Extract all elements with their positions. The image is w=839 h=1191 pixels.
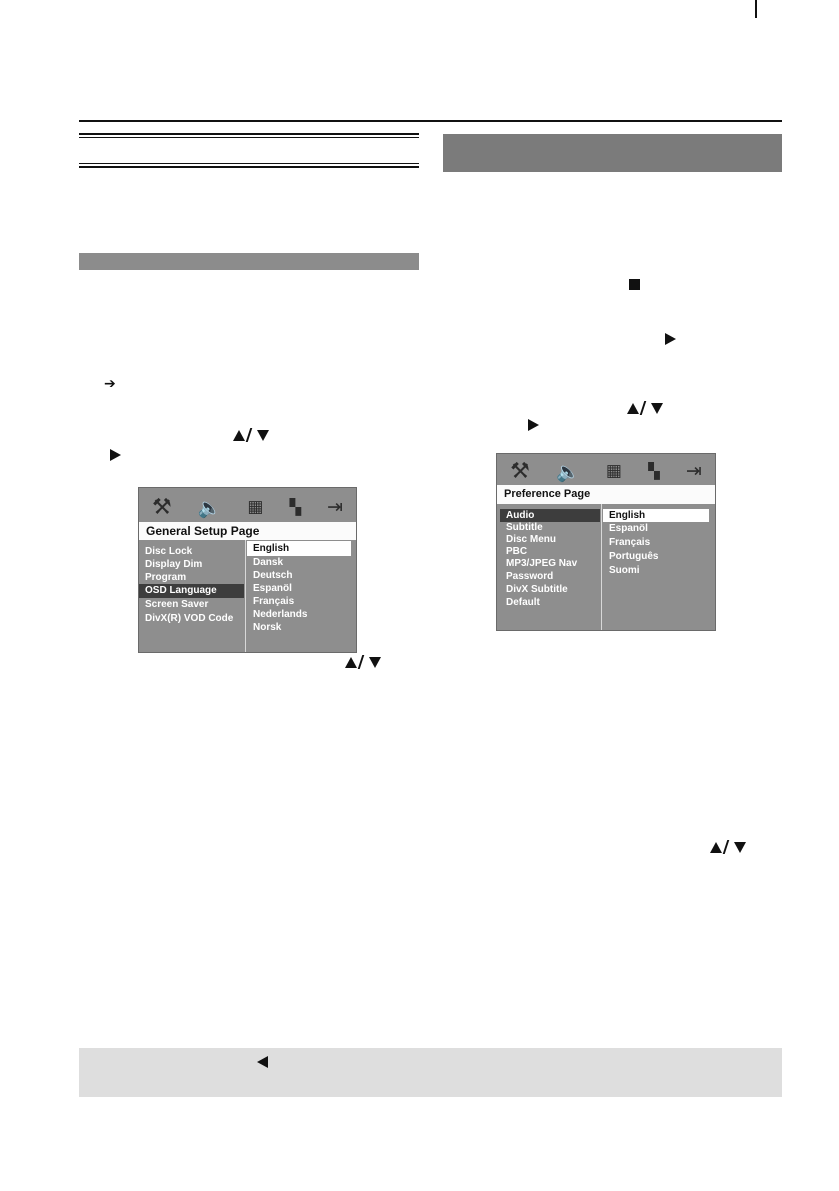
right-arrow-icon <box>528 419 539 431</box>
menu-item-password[interactable]: Password <box>506 571 554 582</box>
speaker-icon: 🔈 <box>197 496 222 519</box>
page-title: General Setup Page <box>139 522 356 540</box>
menu-item-pbc[interactable]: PBC <box>506 546 528 557</box>
preference-menu-screen <box>496 453 716 631</box>
left-header-rule-2 <box>79 137 419 138</box>
menu2-option-list <box>603 509 709 578</box>
option-norsk[interactable]: Norsk <box>253 622 282 633</box>
slash-separator <box>358 655 365 669</box>
exit-icon: ⇥ <box>327 496 343 518</box>
menu-item-display-dim[interactable]: Display Dim <box>145 559 203 570</box>
menu1-icon-row <box>139 488 356 526</box>
arrow-right-icon: ➔ <box>104 376 116 392</box>
left-section-bar <box>79 253 419 270</box>
left-header-rule-3 <box>79 163 419 164</box>
menu-item-program[interactable]: Program <box>145 572 187 583</box>
general-setup-menu-screen <box>138 487 357 653</box>
menu-item-divx-subtitle[interactable]: DivX Subtitle <box>506 584 568 595</box>
stop-icon <box>629 279 640 290</box>
option-espanol[interactable]: Espanöl <box>609 523 648 534</box>
left-arrow-icon <box>257 1056 268 1068</box>
page-title: Preference Page <box>497 485 715 504</box>
grid-icon: ▚ <box>648 462 660 480</box>
option-portugues[interactable]: Português <box>609 551 659 562</box>
up-arrow-icon <box>345 657 357 668</box>
video-icon: ▦ <box>247 497 264 517</box>
down-arrow-icon <box>369 657 381 668</box>
slash-separator <box>246 428 253 442</box>
menu2-column-divider <box>601 504 602 630</box>
menu-item-divx-vod-code[interactable]: DivX(R) VOD Code <box>145 613 234 624</box>
option-francais[interactable]: Français <box>609 537 651 548</box>
option-english[interactable]: English <box>603 509 709 522</box>
menu-item-disc-menu[interactable]: Disc Menu <box>506 534 557 545</box>
slash-separator <box>723 840 730 854</box>
menu2-item-list <box>500 509 600 609</box>
exit-icon: ⇥ <box>685 460 702 482</box>
up-arrow-icon <box>710 842 722 853</box>
down-arrow-icon <box>651 403 663 414</box>
menu-item-audio[interactable]: Audio <box>500 509 600 522</box>
up-arrow-icon <box>233 430 245 441</box>
option-suomi[interactable]: Suomi <box>609 565 640 576</box>
menu1-column-divider <box>245 540 246 652</box>
option-deutsch[interactable]: Deutsch <box>253 570 293 581</box>
grid-icon: ▚ <box>289 498 302 516</box>
tools-icon: ⚒ <box>510 458 530 484</box>
up-arrow-icon <box>627 403 639 414</box>
option-english[interactable]: English <box>247 541 351 556</box>
menu-item-screen-saver[interactable]: Screen Saver <box>145 599 209 610</box>
menu-item-subtitle[interactable]: Subtitle <box>506 522 543 533</box>
right-arrow-icon <box>110 449 121 461</box>
video-icon: ▦ <box>605 461 622 481</box>
menu1-item-list <box>139 545 244 625</box>
down-arrow-icon <box>734 842 746 853</box>
right-arrow-icon <box>665 333 676 345</box>
slash-separator <box>640 401 647 415</box>
option-francais[interactable]: Français <box>253 596 295 607</box>
menu2-icon-row <box>497 454 715 488</box>
left-header-rule-4 <box>79 166 419 168</box>
menu-item-default[interactable]: Default <box>506 597 540 608</box>
tip-box <box>79 1048 782 1097</box>
option-espanol[interactable]: Espanöl <box>253 583 292 594</box>
option-dansk[interactable]: Dansk <box>253 557 284 568</box>
top-rule-long <box>79 120 782 122</box>
menu1-option-list <box>247 541 351 634</box>
down-arrow-icon <box>257 430 269 441</box>
left-header-rule-1 <box>79 133 419 135</box>
menu-item-disc-lock[interactable]: Disc Lock <box>145 546 193 557</box>
menu-item-osd-language[interactable]: OSD Language <box>139 584 244 598</box>
speaker-icon: 🔈 <box>556 460 580 483</box>
menu-item-mp3-jpeg-nav[interactable]: MP3/JPEG Nav <box>506 558 578 569</box>
right-section-header-bar <box>443 134 782 172</box>
option-nederlands[interactable]: Nederlands <box>253 609 308 620</box>
page-corner-tick <box>755 0 757 18</box>
tools-icon: ⚒ <box>152 494 172 520</box>
